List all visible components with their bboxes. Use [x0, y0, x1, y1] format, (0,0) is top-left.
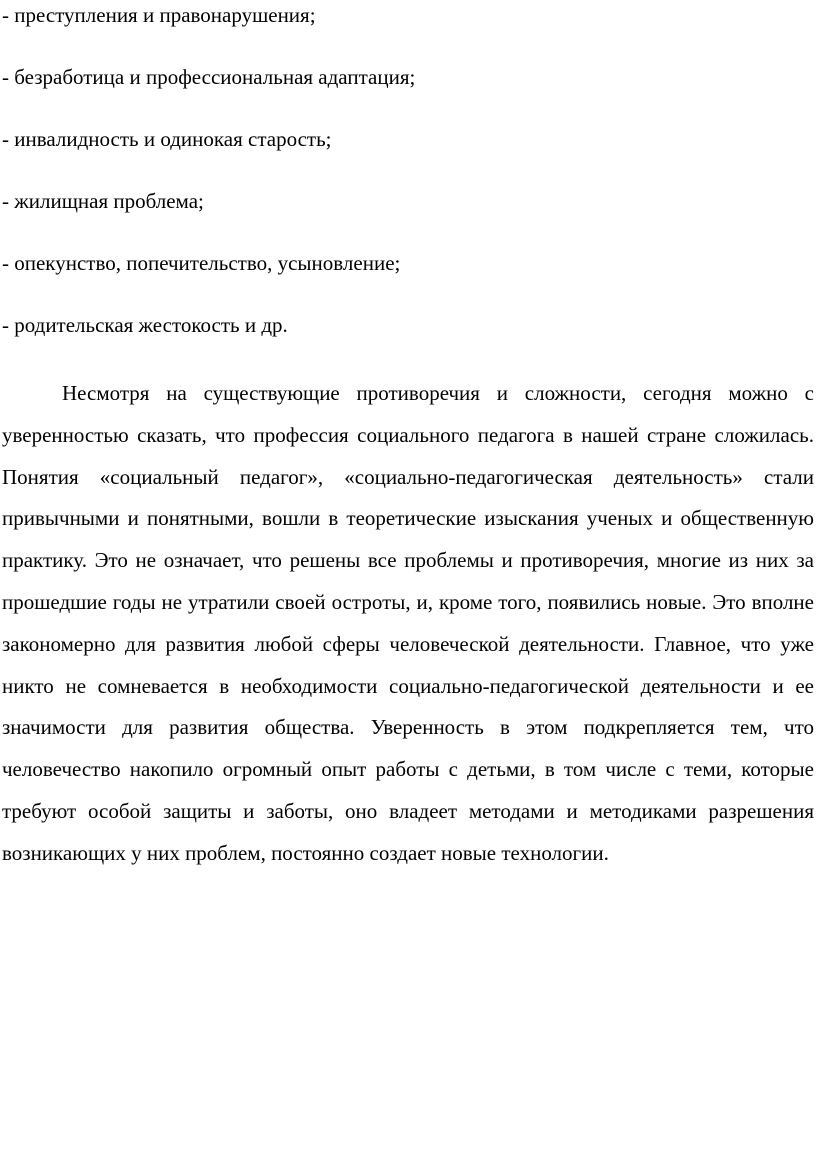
list-item: - инвалидность и одинокая старость; — [2, 127, 332, 151]
list-item: - родительская жестокость и др. — [2, 313, 288, 337]
list-item: - безработица и профессиональная адаптация; — [2, 65, 416, 89]
problem-list — [2, 0, 808, 372]
list-item: - опекунство, попечительство, усыновление; — [2, 251, 401, 275]
body-paragraph: Несмотря на существующие противоречия и сложности, сегодня можно с уверенностью сказать, что профессия социального педагога в нашей стране сложилась. Понятия «социальный педагог», «социально-педагогическая деятельность» стали привычными и понятными, вошли в теоретические изыскания ученых и общественную практику. Это не означает, что решены все проблемы и противоречия, многие из них за прошедшие годы не утратили своей остроты, и, кроме того, появились новые. Это вполне закономерно для развития любой сферы человеческой деятельности. Главное, что уже никто не сомневается в необходимости социально-педагогической деятельности и ее значимости для развития общества. Уверенность в этом подкрепляется тем, что человечество накопило огромный опыт работы с детьми, в том числе с теми, которые требуют особой защиты и заботы, оно владеет методами и методиками разрешения возникающих у них проблем, постоянно создает новые технологии. — [2, 381, 814, 865]
list-item: - преступления и правонарушения; — [2, 3, 316, 27]
list-item: - жилищная проблема; — [2, 189, 204, 213]
